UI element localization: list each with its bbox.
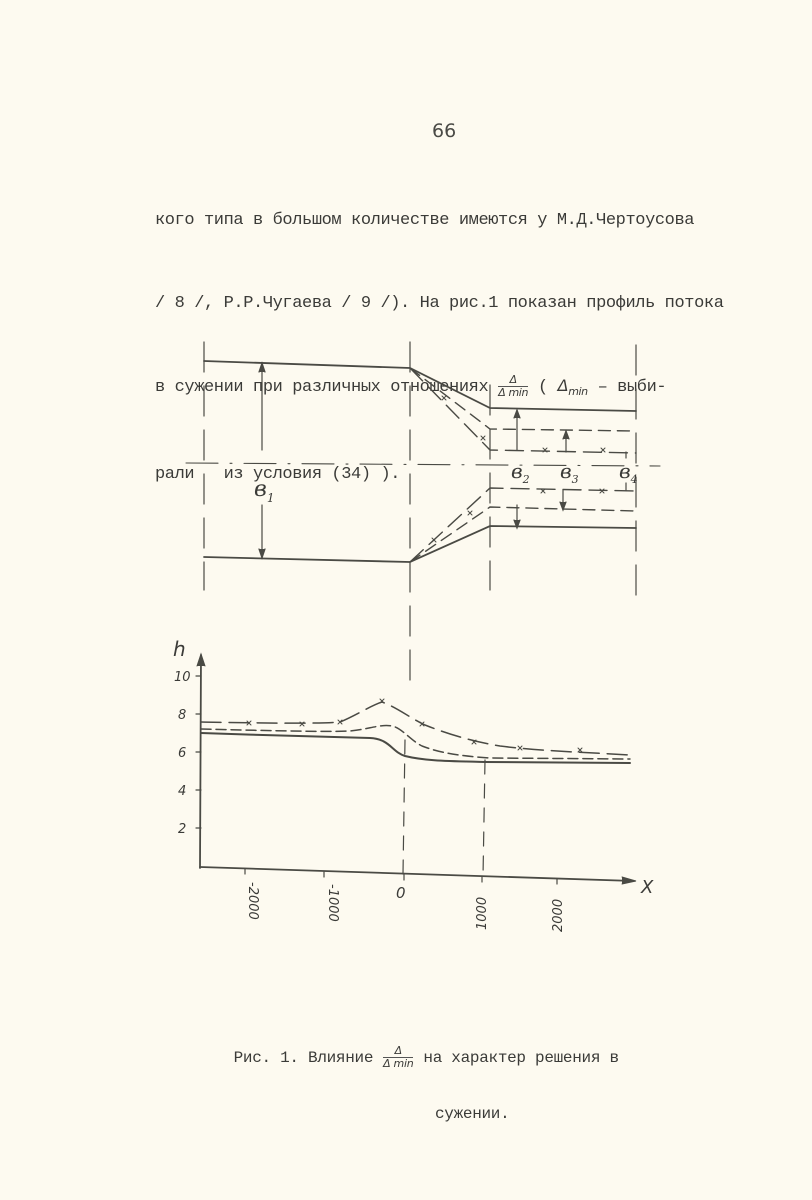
label-b1: $в_1$ xyxy=(254,477,275,505)
label-b3: $в_3$ xyxy=(560,459,579,486)
x-tick-label-m2000: -2000 xyxy=(245,882,260,920)
y-axis-label: h xyxy=(173,637,186,661)
caption-suffix: на характер решения в xyxy=(423,1049,619,1067)
upper-wall xyxy=(204,361,636,411)
y-tick-label-4: 4 xyxy=(178,784,187,799)
caption-fraction-denominator: Δ min xyxy=(383,1057,414,1071)
x-tick-label-m1000: -1000 xyxy=(325,884,340,922)
upper-flow-line-1 xyxy=(410,368,636,431)
y-axis xyxy=(200,655,201,868)
label-b4: $в_4$ xyxy=(619,459,638,486)
open-paren: ( xyxy=(538,378,548,397)
y-tick-label-2: 2 xyxy=(178,822,187,837)
caption-fraction-numerator: Δ xyxy=(383,1045,413,1058)
figure-caption xyxy=(215,1016,619,1156)
line3-text: в сужении при различных отношениях xyxy=(155,378,489,397)
section-guide-lines xyxy=(204,342,636,690)
curve-dashed xyxy=(201,726,630,759)
lower-wall xyxy=(204,526,636,562)
x-tick-label-0: 0 xyxy=(396,884,406,902)
y-tick-label-6: 6 xyxy=(178,746,187,761)
delta-symbol: Δ xyxy=(557,376,569,395)
caption-fraction xyxy=(383,1045,413,1070)
delta-subscript: min xyxy=(568,385,588,399)
x-markers-plot xyxy=(247,699,582,752)
x-axis-arrow xyxy=(622,877,636,884)
fraction-numerator: Δ xyxy=(498,374,528,387)
label-b2: $в_2$ xyxy=(511,459,530,486)
caption-line-2: сужении. xyxy=(435,1105,510,1123)
paragraph-line-1: кого типа в большом количестве имеются у М.Д.Чертоусова xyxy=(155,211,695,230)
paragraph-line-2: / 8 /, Р.Р.Чугаева / 9 /). На рис.1 показан профиль потока xyxy=(155,293,724,313)
fraction-denominator: Δ min xyxy=(498,386,529,400)
y-tick-label-8: 8 xyxy=(178,708,187,723)
x-axis-label: X xyxy=(641,877,654,898)
page-number: 66 xyxy=(432,120,457,142)
lower-flow-line-2 xyxy=(410,488,636,562)
x-axis xyxy=(200,867,634,881)
x-tick-label-1000: 1000 xyxy=(475,896,490,930)
lower-flow-line-1 xyxy=(410,507,636,562)
x-tick-label-2000: 2000 xyxy=(551,898,566,932)
profile-plot xyxy=(173,637,654,932)
centerline xyxy=(186,463,660,466)
caption-prefix: Рис. 1. Влияние xyxy=(233,1049,374,1067)
paragraph-line-4: рали из условия (34) ). xyxy=(155,464,401,484)
y-tick-label-10: 10 xyxy=(174,670,191,685)
curve-solid xyxy=(201,733,630,763)
curve-dash-x xyxy=(201,702,630,755)
line3-end: – выби- xyxy=(597,378,667,397)
y-axis-arrow xyxy=(197,654,205,666)
plan-view-diagram xyxy=(186,342,660,690)
